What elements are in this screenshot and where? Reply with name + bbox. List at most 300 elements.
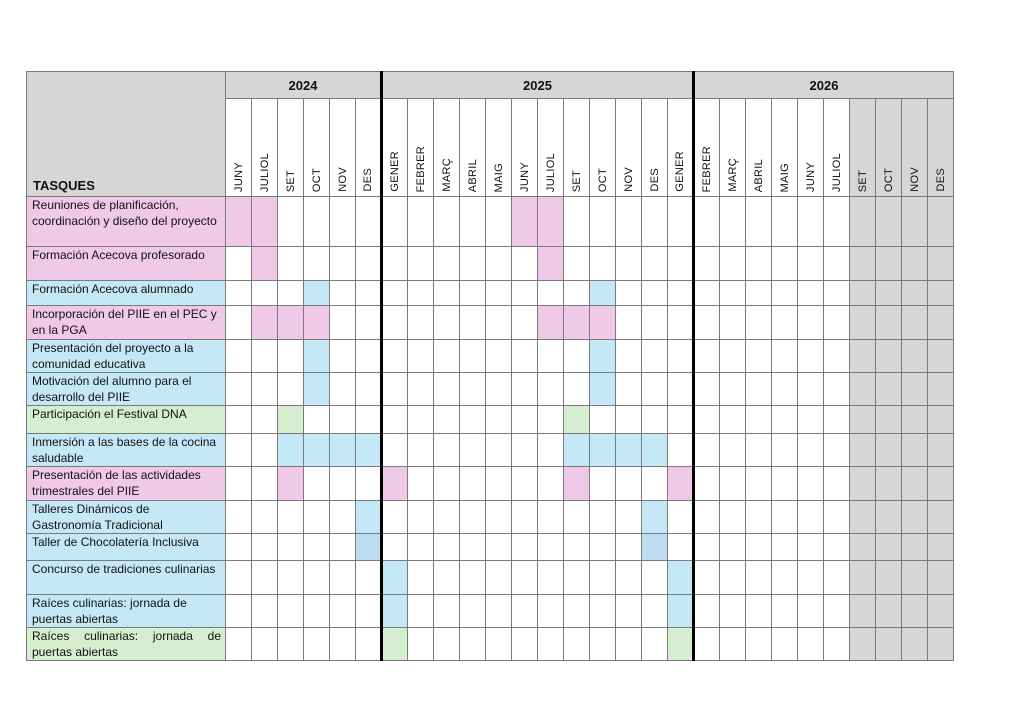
- task-name: Raíces culinarias: jornada de puertas abiertas: [27, 595, 226, 628]
- schedule-cell: [278, 561, 304, 595]
- schedule-cell: [876, 306, 902, 340]
- task-row: [27, 406, 954, 434]
- month-label: ABRIL: [466, 158, 479, 192]
- schedule-cell: [798, 306, 824, 340]
- schedule-cell: [746, 197, 772, 247]
- schedule-cell: [720, 340, 746, 373]
- schedule-cell: [746, 501, 772, 534]
- schedule-cell: [382, 501, 408, 534]
- schedule-cell: [356, 281, 382, 306]
- schedule-cell: [746, 595, 772, 628]
- month-label: MARÇ: [440, 158, 453, 192]
- schedule-cell-active: [304, 306, 330, 340]
- schedule-cell: [668, 281, 694, 306]
- schedule-cell: [486, 340, 512, 373]
- month-label: DES: [362, 168, 374, 192]
- month-label: DES: [934, 168, 947, 192]
- month-label: FEBRER: [414, 145, 427, 192]
- year-header-2025: 2025: [382, 72, 694, 99]
- schedule-cell: [226, 595, 252, 628]
- gantt-table: [26, 71, 954, 661]
- schedule-cell: [512, 534, 538, 561]
- schedule-cell: [512, 281, 538, 306]
- month-header: [668, 99, 694, 197]
- month-header: [512, 99, 538, 197]
- schedule-cell: [668, 434, 694, 467]
- schedule-cell: [876, 197, 902, 247]
- schedule-cell: [330, 197, 356, 247]
- month-header: [798, 99, 824, 197]
- schedule-cell: [720, 197, 746, 247]
- schedule-cell-active: [668, 561, 694, 595]
- schedule-cell: [798, 628, 824, 661]
- month-header: [772, 99, 798, 197]
- schedule-cell-active: [512, 197, 538, 247]
- schedule-cell-active: [590, 373, 616, 406]
- schedule-cell-active: [616, 434, 642, 467]
- schedule-cell: [226, 561, 252, 595]
- schedule-cell: [304, 561, 330, 595]
- schedule-cell: [694, 340, 720, 373]
- schedule-cell: [616, 595, 642, 628]
- schedule-cell: [252, 434, 278, 467]
- schedule-cell: [564, 561, 590, 595]
- schedule-cell: [902, 197, 928, 247]
- schedule-cell: [928, 467, 954, 501]
- year-header-2026: 2026: [694, 72, 954, 99]
- schedule-cell-active: [304, 281, 330, 306]
- schedule-cell-active: [304, 340, 330, 373]
- schedule-cell: [928, 247, 954, 281]
- schedule-cell: [434, 306, 460, 340]
- schedule-cell: [590, 561, 616, 595]
- schedule-cell: [356, 340, 382, 373]
- task-row: [27, 595, 954, 628]
- schedule-cell: [746, 467, 772, 501]
- schedule-cell: [798, 434, 824, 467]
- schedule-cell: [590, 197, 616, 247]
- month-header: [460, 99, 486, 197]
- schedule-cell: [798, 247, 824, 281]
- schedule-cell: [616, 501, 642, 534]
- task-name: Raíces culinarias: jornada de puertas abiertas: [27, 628, 226, 661]
- schedule-cell: [564, 247, 590, 281]
- schedule-cell: [902, 406, 928, 434]
- schedule-cell: [850, 281, 876, 306]
- schedule-cell: [356, 628, 382, 661]
- schedule-cell: [694, 281, 720, 306]
- schedule-cell: [772, 247, 798, 281]
- schedule-cell: [590, 628, 616, 661]
- schedule-cell: [460, 406, 486, 434]
- schedule-cell: [928, 561, 954, 595]
- schedule-cell: [928, 197, 954, 247]
- schedule-cell: [876, 373, 902, 406]
- schedule-cell: [720, 373, 746, 406]
- schedule-cell: [772, 406, 798, 434]
- schedule-cell: [512, 434, 538, 467]
- schedule-cell: [902, 534, 928, 561]
- month-header: [564, 99, 590, 197]
- schedule-cell: [460, 281, 486, 306]
- schedule-cell: [278, 373, 304, 406]
- schedule-cell: [668, 247, 694, 281]
- month-label: OCT: [310, 167, 323, 192]
- schedule-cell: [824, 595, 850, 628]
- schedule-cell: [642, 561, 668, 595]
- schedule-cell: [330, 406, 356, 434]
- schedule-cell: [720, 534, 746, 561]
- task-row: [27, 628, 954, 661]
- schedule-cell: [226, 247, 252, 281]
- schedule-cell: [226, 340, 252, 373]
- task-row: [27, 561, 954, 595]
- schedule-cell: [850, 561, 876, 595]
- schedule-cell: [694, 373, 720, 406]
- schedule-cell: [902, 628, 928, 661]
- schedule-cell: [486, 197, 512, 247]
- schedule-cell: [460, 467, 486, 501]
- task-row: [27, 373, 954, 406]
- month-label: MAIG: [492, 162, 505, 192]
- schedule-cell: [382, 340, 408, 373]
- schedule-cell: [772, 281, 798, 306]
- schedule-cell: [876, 561, 902, 595]
- schedule-cell: [226, 501, 252, 534]
- schedule-cell: [226, 534, 252, 561]
- month-header: [850, 99, 876, 197]
- schedule-cell: [772, 534, 798, 561]
- month-label: OCT: [882, 167, 895, 192]
- schedule-cell: [512, 595, 538, 628]
- schedule-cell: [538, 406, 564, 434]
- schedule-cell: [772, 561, 798, 595]
- schedule-cell: [876, 281, 902, 306]
- schedule-cell: [408, 534, 434, 561]
- schedule-cell: [304, 595, 330, 628]
- schedule-cell: [278, 340, 304, 373]
- schedule-cell: [512, 628, 538, 661]
- task-row: [27, 534, 954, 561]
- schedule-cell: [408, 467, 434, 501]
- schedule-cell: [278, 197, 304, 247]
- month-header: [486, 99, 512, 197]
- schedule-cell: [382, 306, 408, 340]
- schedule-cell: [330, 467, 356, 501]
- schedule-cell: [434, 595, 460, 628]
- schedule-cell: [824, 340, 850, 373]
- schedule-cell-active: [330, 434, 356, 467]
- month-label: DES: [648, 168, 661, 192]
- schedule-cell-active: [590, 306, 616, 340]
- month-label: NOV: [336, 167, 349, 192]
- schedule-cell: [408, 247, 434, 281]
- schedule-cell: [798, 595, 824, 628]
- task-name: Presentación del proyecto a la comunidad educativa: [27, 340, 226, 373]
- schedule-cell: [902, 595, 928, 628]
- schedule-cell: [460, 373, 486, 406]
- schedule-cell: [460, 306, 486, 340]
- schedule-cell: [278, 501, 304, 534]
- task-row: [27, 247, 954, 281]
- year-header-2024: 2024: [226, 72, 382, 99]
- schedule-cell: [382, 247, 408, 281]
- schedule-cell: [434, 373, 460, 406]
- schedule-cell: [746, 534, 772, 561]
- task-row: [27, 434, 954, 467]
- schedule-cell: [902, 340, 928, 373]
- schedule-cell: [720, 406, 746, 434]
- schedule-cell: [798, 534, 824, 561]
- schedule-cell: [486, 561, 512, 595]
- schedule-cell: [590, 467, 616, 501]
- schedule-cell: [512, 247, 538, 281]
- schedule-cell: [720, 247, 746, 281]
- schedule-cell: [460, 247, 486, 281]
- schedule-cell: [356, 406, 382, 434]
- month-header: [434, 99, 460, 197]
- schedule-cell: [330, 281, 356, 306]
- schedule-cell: [252, 534, 278, 561]
- schedule-cell: [850, 628, 876, 661]
- schedule-cell: [876, 501, 902, 534]
- schedule-cell: [590, 406, 616, 434]
- schedule-cell: [408, 340, 434, 373]
- schedule-cell: [902, 306, 928, 340]
- schedule-cell: [486, 281, 512, 306]
- schedule-cell: [850, 534, 876, 561]
- tasks-column-header: [27, 72, 226, 197]
- schedule-cell: [798, 373, 824, 406]
- schedule-cell: [902, 467, 928, 501]
- schedule-cell: [252, 373, 278, 406]
- schedule-cell: [746, 306, 772, 340]
- month-label: MARÇ: [726, 158, 739, 192]
- schedule-cell: [772, 501, 798, 534]
- schedule-cell: [512, 467, 538, 501]
- schedule-cell: [486, 306, 512, 340]
- schedule-cell: [746, 561, 772, 595]
- schedule-cell: [850, 467, 876, 501]
- schedule-cell-active: [304, 434, 330, 467]
- schedule-cell: [538, 534, 564, 561]
- schedule-cell: [460, 501, 486, 534]
- schedule-cell: [850, 247, 876, 281]
- schedule-cell: [720, 434, 746, 467]
- month-header: [278, 99, 304, 197]
- schedule-cell: [538, 561, 564, 595]
- schedule-cell-active: [356, 534, 382, 561]
- schedule-cell: [928, 434, 954, 467]
- month-label: SET: [856, 169, 869, 192]
- month-label: JUNY: [804, 162, 817, 192]
- schedule-cell: [642, 373, 668, 406]
- schedule-cell: [408, 434, 434, 467]
- month-label: JULIOL: [830, 152, 843, 192]
- schedule-cell: [720, 595, 746, 628]
- schedule-cell: [694, 534, 720, 561]
- schedule-cell: [434, 197, 460, 247]
- schedule-cell-active: [668, 595, 694, 628]
- schedule-cell-active: [564, 467, 590, 501]
- schedule-cell: [850, 197, 876, 247]
- schedule-cell: [694, 628, 720, 661]
- schedule-cell: [304, 197, 330, 247]
- task-row: [27, 467, 954, 501]
- schedule-cell: [278, 595, 304, 628]
- schedule-cell: [902, 434, 928, 467]
- schedule-cell: [382, 281, 408, 306]
- schedule-cell: [720, 306, 746, 340]
- schedule-cell: [330, 306, 356, 340]
- schedule-cell-active: [668, 628, 694, 661]
- task-name: Taller de Chocolatería Inclusiva: [27, 534, 226, 561]
- schedule-cell: [512, 340, 538, 373]
- schedule-cell: [928, 281, 954, 306]
- schedule-cell: [408, 197, 434, 247]
- schedule-cell: [304, 501, 330, 534]
- schedule-cell-active: [382, 628, 408, 661]
- month-label: OCT: [596, 167, 609, 192]
- month-header: [304, 99, 330, 197]
- schedule-cell-active: [590, 434, 616, 467]
- schedule-cell: [330, 595, 356, 628]
- schedule-cell: [564, 340, 590, 373]
- schedule-cell: [876, 628, 902, 661]
- month-label: GENER: [389, 151, 401, 192]
- schedule-cell: [876, 340, 902, 373]
- schedule-cell: [928, 595, 954, 628]
- schedule-cell: [824, 501, 850, 534]
- tasks-header-label: TASQUES: [33, 178, 95, 193]
- schedule-cell: [330, 501, 356, 534]
- schedule-cell: [330, 534, 356, 561]
- task-row: [27, 197, 954, 247]
- schedule-cell: [772, 340, 798, 373]
- schedule-cell: [642, 306, 668, 340]
- schedule-cell-active: [226, 197, 252, 247]
- schedule-cell: [564, 197, 590, 247]
- schedule-cell: [512, 373, 538, 406]
- schedule-cell-active: [278, 306, 304, 340]
- schedule-cell: [668, 197, 694, 247]
- schedule-cell: [798, 281, 824, 306]
- schedule-cell: [850, 434, 876, 467]
- schedule-cell: [668, 373, 694, 406]
- schedule-cell: [304, 406, 330, 434]
- schedule-cell: [694, 561, 720, 595]
- task-name: Presentación de las actividades trimestrales del PIIE: [27, 467, 226, 501]
- schedule-cell: [486, 247, 512, 281]
- schedule-cell: [850, 501, 876, 534]
- schedule-cell-active: [382, 467, 408, 501]
- schedule-cell: [330, 340, 356, 373]
- schedule-cell: [460, 595, 486, 628]
- schedule-cell: [330, 561, 356, 595]
- schedule-cell: [408, 373, 434, 406]
- schedule-cell: [616, 373, 642, 406]
- schedule-cell: [486, 434, 512, 467]
- month-label: NOV: [908, 167, 921, 192]
- schedule-cell: [616, 561, 642, 595]
- schedule-cell: [460, 434, 486, 467]
- schedule-cell: [928, 406, 954, 434]
- schedule-cell: [720, 501, 746, 534]
- schedule-cell: [616, 306, 642, 340]
- schedule-cell: [330, 628, 356, 661]
- schedule-cell: [278, 534, 304, 561]
- month-label: NOV: [622, 167, 635, 192]
- schedule-cell: [824, 434, 850, 467]
- schedule-cell-active: [278, 467, 304, 501]
- schedule-cell: [876, 534, 902, 561]
- schedule-cell: [876, 434, 902, 467]
- schedule-cell: [642, 340, 668, 373]
- schedule-cell: [772, 373, 798, 406]
- schedule-cell: [798, 561, 824, 595]
- schedule-cell: [850, 406, 876, 434]
- task-name: Reuniones de planificación, coordinación y diseño del proyecto: [27, 197, 226, 247]
- schedule-cell: [356, 373, 382, 406]
- task-name: Formación Acecova profesorado: [27, 247, 226, 281]
- schedule-cell: [486, 595, 512, 628]
- schedule-cell: [746, 247, 772, 281]
- schedule-cell: [746, 340, 772, 373]
- schedule-cell: [720, 281, 746, 306]
- schedule-cell: [798, 501, 824, 534]
- schedule-cell-active: [564, 434, 590, 467]
- schedule-cell: [460, 340, 486, 373]
- schedule-cell: [590, 595, 616, 628]
- schedule-cell: [538, 628, 564, 661]
- schedule-cell: [720, 467, 746, 501]
- schedule-cell: [434, 406, 460, 434]
- schedule-cell: [226, 373, 252, 406]
- schedule-cell: [356, 467, 382, 501]
- schedule-cell: [694, 467, 720, 501]
- month-header: [408, 99, 434, 197]
- schedule-cell: [460, 561, 486, 595]
- year-header-row: [27, 72, 954, 99]
- schedule-cell: [564, 534, 590, 561]
- schedule-cell: [668, 340, 694, 373]
- schedule-cell: [928, 340, 954, 373]
- schedule-cell: [434, 561, 460, 595]
- schedule-cell: [798, 467, 824, 501]
- schedule-cell: [278, 281, 304, 306]
- schedule-cell: [252, 406, 278, 434]
- task-name: Talleres Dinámicos de Gastronomía Tradicional: [27, 501, 226, 534]
- schedule-cell: [538, 373, 564, 406]
- schedule-cell: [668, 406, 694, 434]
- schedule-cell-active: [642, 501, 668, 534]
- schedule-cell: [642, 247, 668, 281]
- schedule-cell: [538, 467, 564, 501]
- schedule-cell: [564, 373, 590, 406]
- schedule-cell: [616, 197, 642, 247]
- schedule-cell: [356, 306, 382, 340]
- task-name: Inmersión a las bases de la cocina saludable: [27, 434, 226, 467]
- schedule-cell: [486, 467, 512, 501]
- schedule-cell: [538, 434, 564, 467]
- schedule-cell-active: [382, 561, 408, 595]
- task-name: Concurso de tradiciones culinarias: [27, 561, 226, 595]
- schedule-cell: [252, 561, 278, 595]
- schedule-cell: [590, 501, 616, 534]
- schedule-cell: [512, 406, 538, 434]
- schedule-cell: [486, 628, 512, 661]
- schedule-cell: [824, 406, 850, 434]
